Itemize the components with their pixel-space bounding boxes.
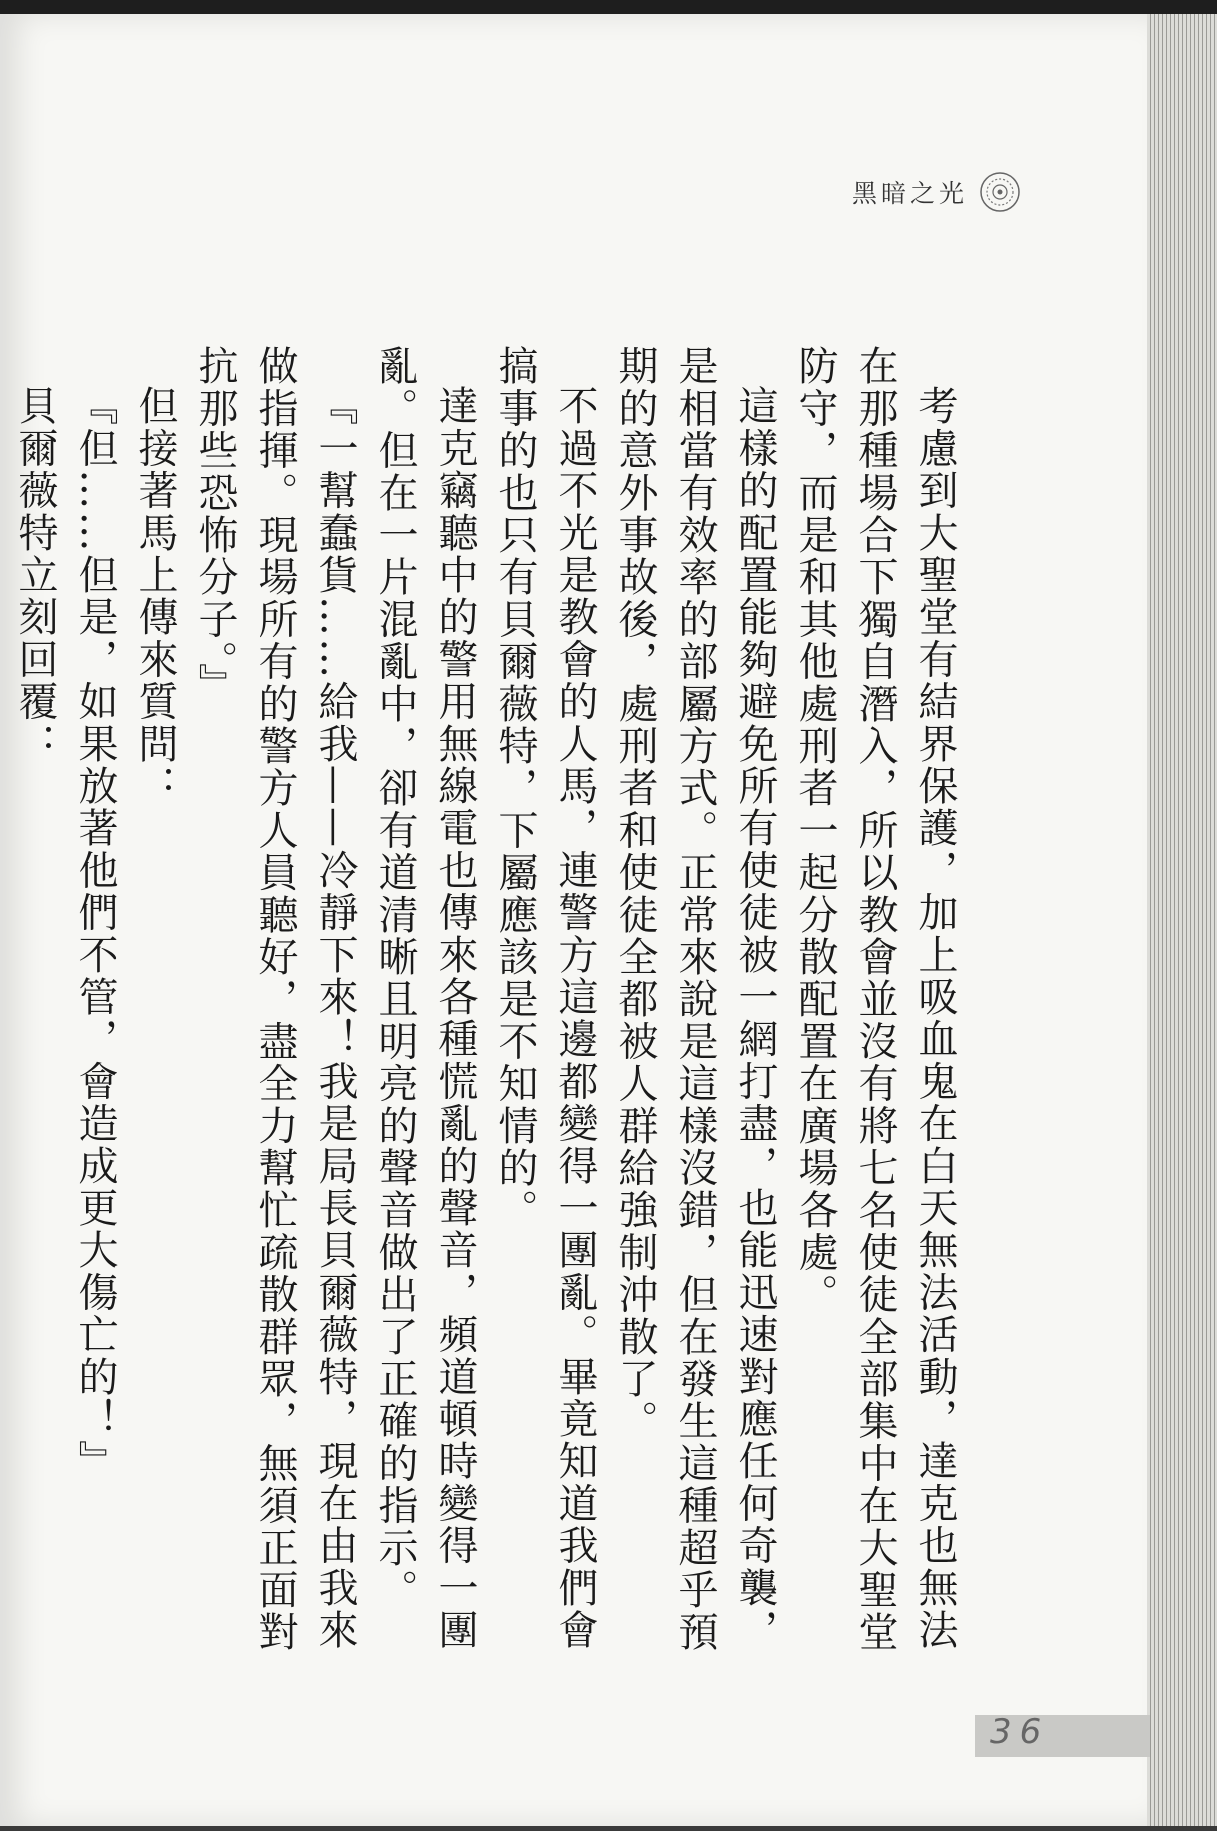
paragraph-3: 不過不光是教會的人馬，連警方這邊都變得一團亂。畢竟知道我們會搞事的也只有貝爾薇特，下屬應該是不知情的。 xyxy=(492,345,598,1651)
paragraph-5: 『一幫蠢貨……給我——冷靜下來！我是局長貝爾薇特，現在由我來做指揮。現場所有的警方人員聽好，盡全力幫忙疏散群眾，無須正面對抗那些恐怖分子。』 xyxy=(192,345,358,1654)
paragraph-2: 這樣的配置能夠避免所有使徒被一網打盡，也能迅速對應任何奇襲，是相當有效率的部屬方式。正常來說是這樣沒錯，但在發生這種超乎預期的意外事故後，處刑者和使徒全都被人群給強制沖散了。 xyxy=(612,345,778,1654)
paragraph-1: 考慮到大聖堂有結界保護，加上吸血鬼在白天無法活動，達克也無法在那種場合下獨自潛入，所以教會並沒有將七名使徒全部集中在大聖堂防守，而是和其他處刑者一起分散配置在廣場各處。 xyxy=(792,345,958,1654)
running-header xyxy=(852,170,1022,214)
body-text xyxy=(12,345,965,1685)
page-number: 36 xyxy=(990,1712,1050,1752)
paragraph-8: 貝爾薇特立刻回覆： xyxy=(12,385,58,765)
paragraph-6: 但接著馬上傳來質問： xyxy=(132,385,178,807)
rosette-icon xyxy=(978,170,1022,214)
page-edges xyxy=(1147,14,1217,1826)
paragraph-4: 達克竊聽中的警用無線電也傳來各種慌亂的聲音，頻道頓時變得一團亂。但在一片混亂中，卻有道清晰且明亮的聲音做出了正確的指示。 xyxy=(372,345,478,1651)
header-title: 黑暗之光 xyxy=(851,179,968,208)
paragraph-7: 『但……但是，如果放著他們不管，會造成更大傷亡的！』 xyxy=(72,385,118,1483)
